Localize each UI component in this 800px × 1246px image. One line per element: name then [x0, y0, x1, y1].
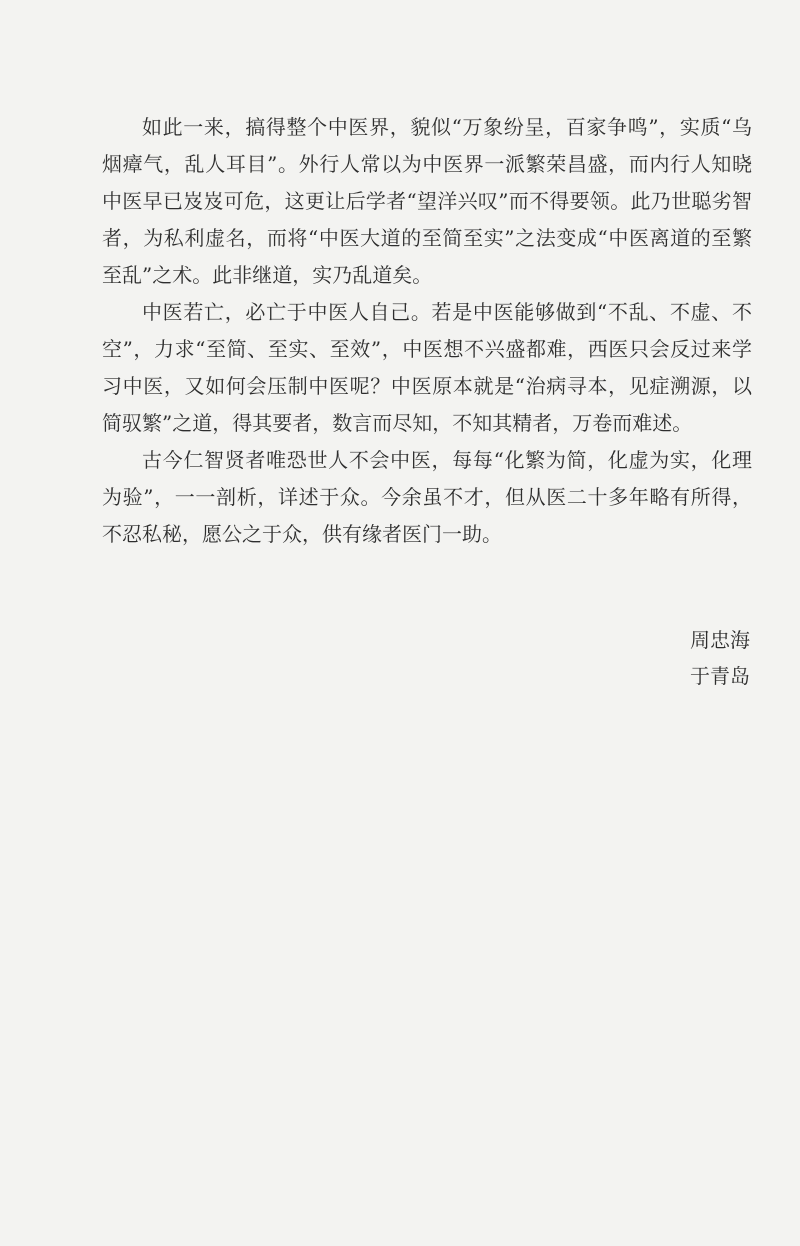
author-name: 周忠海 [690, 628, 750, 652]
body-text [102, 109, 752, 553]
paragraph-1: 如此一来，搞得整个中医界，貌似“万象纷呈，百家争鸣”，实质“乌烟瘴气，乱人耳目”。外行人常以为中医界一派繁荣昌盛，而内行人知晓中医早已岌岌可危，这更让后学者“望洋兴叹”而不得要领。此乃世聪劣智者，为私利虚名，而将“中医大道的至简至实”之法变成“中医离道的至繁至乱”之术。此非继道，实乃乱道矣。 [102, 115, 752, 287]
signature-block [690, 622, 750, 694]
paragraph-3: 古今仁智贤者唯恐世人不会中医，每每“化繁为简，化虚为实，化理为验”，一一剖析，详述于众。今余虽不才，但从医二十多年略有所得，不忍私秘，愿公之于众，供有缘者医门一助。 [102, 448, 752, 546]
signature-place: 于青岛 [690, 664, 750, 688]
paragraph-2: 中医若亡，必亡于中医人自己。若是中医能够做到“不乱、不虚、不空”，力求“至简、至实、至效”，中医想不兴盛都难，西医只会反过来学习中医，又如何会压制中医呢？中医原本就是“治病寻本，见症溯源，以简驭繁”之道，得其要者，数言而尽知，不知其精者，万卷而难述。 [102, 300, 752, 435]
